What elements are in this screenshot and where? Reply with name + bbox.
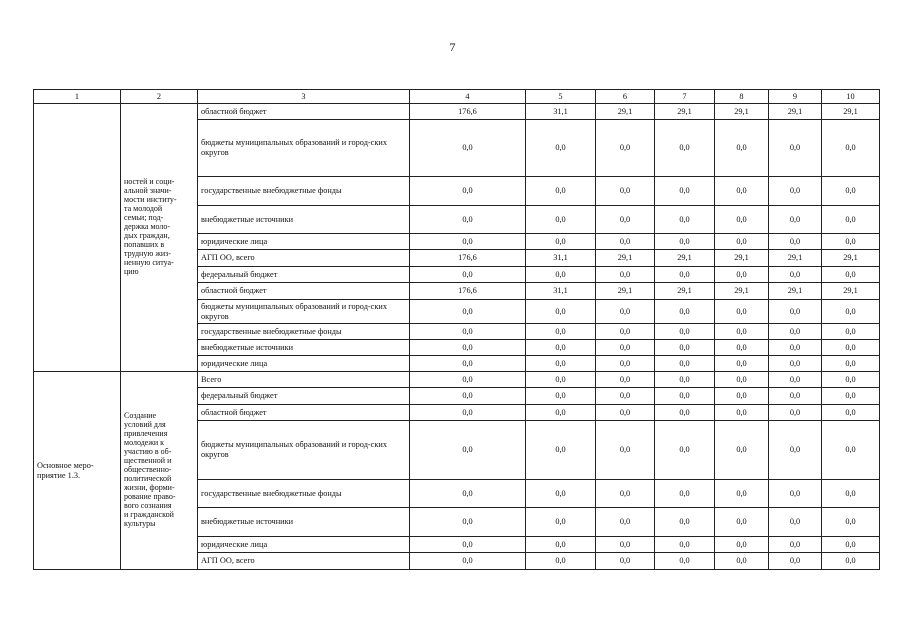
- value-cell: 0,0: [655, 177, 715, 206]
- value-cell: 0,0: [596, 553, 655, 570]
- value-cell: 0,0: [410, 388, 526, 405]
- value-cell: 31,1: [526, 104, 596, 120]
- value-cell: 0,0: [526, 120, 596, 177]
- value-cell: 29,1: [769, 104, 822, 120]
- value-cell: 0,0: [596, 388, 655, 405]
- value-cell: 0,0: [769, 206, 822, 234]
- value-cell: 0,0: [655, 324, 715, 340]
- value-cell: 0,0: [655, 340, 715, 356]
- value-cell: 29,1: [769, 283, 822, 300]
- value-cell: 29,1: [822, 283, 880, 300]
- value-cell: 0,0: [822, 267, 880, 283]
- value-cell: 0,0: [715, 234, 769, 250]
- value-cell: 0,0: [769, 356, 822, 372]
- budget-table: [33, 89, 880, 570]
- column-header: 10: [822, 90, 880, 104]
- value-cell: 0,0: [596, 267, 655, 283]
- value-cell: 0,0: [769, 340, 822, 356]
- value-cell: 0,0: [655, 480, 715, 508]
- column-header: 7: [655, 90, 715, 104]
- value-cell: 29,1: [822, 250, 880, 267]
- column-header: 4: [410, 90, 526, 104]
- funding-source-cell: областной бюджет: [198, 405, 410, 421]
- value-cell: 0,0: [769, 267, 822, 283]
- description-cell: Создание условий для привлечения молодежи к участию в об- щественной и общественно- политической жизни, форми- рование право- вого сознания и гражданской культуры: [121, 372, 198, 570]
- value-cell: 0,0: [655, 234, 715, 250]
- column-header: 1: [34, 90, 121, 104]
- value-cell: 29,1: [769, 250, 822, 267]
- value-cell: 0,0: [769, 300, 822, 324]
- value-cell: 29,1: [596, 104, 655, 120]
- column-header: 3: [198, 90, 410, 104]
- value-cell: 0,0: [410, 234, 526, 250]
- measure-cell: [34, 104, 121, 372]
- value-cell: 0,0: [655, 120, 715, 177]
- page-number: 7: [449, 40, 456, 54]
- column-header: 5: [526, 90, 596, 104]
- value-cell: 0,0: [769, 480, 822, 508]
- funding-source-cell: федеральный бюджет: [198, 267, 410, 283]
- value-cell: 0,0: [715, 267, 769, 283]
- funding-source-cell: юридические лица: [198, 356, 410, 372]
- value-cell: 0,0: [822, 206, 880, 234]
- funding-source-cell: федеральный бюджет: [198, 388, 410, 405]
- value-cell: 0,0: [596, 120, 655, 177]
- funding-source-cell: внебюджетные источники: [198, 206, 410, 234]
- value-cell: 0,0: [769, 372, 822, 388]
- value-cell: 0,0: [715, 206, 769, 234]
- value-cell: 0,0: [822, 356, 880, 372]
- value-cell: 0,0: [526, 372, 596, 388]
- value-cell: 0,0: [410, 206, 526, 234]
- value-cell: 0,0: [715, 177, 769, 206]
- column-header: 8: [715, 90, 769, 104]
- value-cell: 0,0: [715, 421, 769, 480]
- value-cell: 0,0: [410, 300, 526, 324]
- table-body: [34, 104, 880, 570]
- value-cell: 0,0: [655, 206, 715, 234]
- value-cell: 0,0: [596, 300, 655, 324]
- value-cell: 0,0: [822, 480, 880, 508]
- funding-source-cell: юридические лица: [198, 234, 410, 250]
- value-cell: 0,0: [526, 267, 596, 283]
- value-cell: 0,0: [822, 234, 880, 250]
- value-cell: 0,0: [596, 340, 655, 356]
- funding-source-cell: бюджеты муниципальных образований и город-ских округов: [198, 300, 410, 324]
- value-cell: 0,0: [655, 388, 715, 405]
- funding-source-cell: государственные внебюджетные фонды: [198, 177, 410, 206]
- value-cell: 0,0: [410, 120, 526, 177]
- column-header: 6: [596, 90, 655, 104]
- measure-cell: Основное меро- приятие 1.3.: [34, 372, 121, 570]
- value-cell: 0,0: [410, 324, 526, 340]
- value-cell: 0,0: [526, 553, 596, 570]
- value-cell: 0,0: [410, 372, 526, 388]
- value-cell: 0,0: [526, 177, 596, 206]
- value-cell: 0,0: [655, 421, 715, 480]
- funding-source-cell: Всего: [198, 372, 410, 388]
- value-cell: 29,1: [715, 104, 769, 120]
- funding-source-cell: внебюджетные источники: [198, 508, 410, 537]
- value-cell: 29,1: [655, 283, 715, 300]
- value-cell: 0,0: [526, 340, 596, 356]
- value-cell: 31,1: [526, 283, 596, 300]
- value-cell: 0,0: [715, 324, 769, 340]
- value-cell: 0,0: [596, 356, 655, 372]
- value-cell: 0,0: [596, 480, 655, 508]
- value-cell: 29,1: [715, 283, 769, 300]
- value-cell: 0,0: [526, 537, 596, 553]
- funding-source-cell: юридические лица: [198, 537, 410, 553]
- value-cell: 0,0: [769, 508, 822, 537]
- value-cell: 0,0: [655, 508, 715, 537]
- value-cell: 0,0: [596, 508, 655, 537]
- value-cell: 0,0: [526, 508, 596, 537]
- value-cell: 0,0: [822, 388, 880, 405]
- value-cell: 31,1: [526, 250, 596, 267]
- value-cell: 0,0: [769, 234, 822, 250]
- value-cell: 0,0: [410, 421, 526, 480]
- value-cell: 0,0: [410, 553, 526, 570]
- value-cell: 29,1: [655, 104, 715, 120]
- value-cell: 0,0: [715, 372, 769, 388]
- value-cell: 0,0: [410, 267, 526, 283]
- value-cell: 29,1: [822, 104, 880, 120]
- value-cell: 0,0: [822, 372, 880, 388]
- value-cell: 0,0: [822, 421, 880, 480]
- value-cell: 176,6: [410, 283, 526, 300]
- value-cell: 0,0: [715, 537, 769, 553]
- value-cell: 0,0: [715, 300, 769, 324]
- column-header: 2: [121, 90, 198, 104]
- value-cell: 0,0: [410, 537, 526, 553]
- table-row: [34, 372, 880, 388]
- value-cell: 0,0: [596, 537, 655, 553]
- column-header: 9: [769, 90, 822, 104]
- funding-source-cell: государственные внебюджетные фонды: [198, 480, 410, 508]
- value-cell: 0,0: [410, 508, 526, 537]
- value-cell: 0,0: [526, 234, 596, 250]
- value-cell: 0,0: [715, 405, 769, 421]
- value-cell: 0,0: [715, 120, 769, 177]
- value-cell: 0,0: [526, 388, 596, 405]
- value-cell: 0,0: [769, 553, 822, 570]
- value-cell: 0,0: [596, 177, 655, 206]
- value-cell: 29,1: [596, 283, 655, 300]
- funding-source-cell: государственные внебюджетные фонды: [198, 324, 410, 340]
- value-cell: 0,0: [596, 234, 655, 250]
- value-cell: 0,0: [715, 553, 769, 570]
- value-cell: 0,0: [655, 267, 715, 283]
- value-cell: 0,0: [822, 340, 880, 356]
- value-cell: 0,0: [410, 340, 526, 356]
- value-cell: 0,0: [526, 421, 596, 480]
- value-cell: 0,0: [655, 356, 715, 372]
- value-cell: 0,0: [715, 508, 769, 537]
- value-cell: 0,0: [769, 388, 822, 405]
- table-row: [34, 104, 880, 120]
- value-cell: 176,6: [410, 250, 526, 267]
- value-cell: 0,0: [822, 405, 880, 421]
- value-cell: 0,0: [526, 405, 596, 421]
- value-cell: 0,0: [655, 553, 715, 570]
- value-cell: 0,0: [822, 537, 880, 553]
- value-cell: 0,0: [655, 372, 715, 388]
- value-cell: 0,0: [410, 405, 526, 421]
- value-cell: 0,0: [526, 300, 596, 324]
- value-cell: 0,0: [655, 405, 715, 421]
- value-cell: 0,0: [769, 421, 822, 480]
- funding-source-cell: бюджеты муниципальных образований и город-ских округов: [198, 120, 410, 177]
- value-cell: 0,0: [596, 421, 655, 480]
- value-cell: 0,0: [596, 324, 655, 340]
- value-cell: 0,0: [655, 537, 715, 553]
- value-cell: 0,0: [596, 372, 655, 388]
- value-cell: 0,0: [655, 300, 715, 324]
- value-cell: 0,0: [769, 120, 822, 177]
- value-cell: 0,0: [526, 480, 596, 508]
- value-cell: 0,0: [410, 356, 526, 372]
- value-cell: 176,6: [410, 104, 526, 120]
- value-cell: 0,0: [410, 480, 526, 508]
- value-cell: 0,0: [410, 177, 526, 206]
- funding-source-cell: внебюджетные источники: [198, 340, 410, 356]
- value-cell: 0,0: [822, 120, 880, 177]
- value-cell: 29,1: [655, 250, 715, 267]
- value-cell: 0,0: [769, 537, 822, 553]
- value-cell: 0,0: [596, 405, 655, 421]
- value-cell: 0,0: [769, 405, 822, 421]
- funding-source-cell: АГП ОО, всего: [198, 250, 410, 267]
- funding-source-cell: областной бюджет: [198, 104, 410, 120]
- value-cell: 29,1: [715, 250, 769, 267]
- funding-source-cell: бюджеты муниципальных образований и город-ских округов: [198, 421, 410, 480]
- value-cell: 0,0: [822, 508, 880, 537]
- value-cell: 0,0: [822, 177, 880, 206]
- value-cell: 0,0: [596, 206, 655, 234]
- value-cell: 0,0: [715, 480, 769, 508]
- value-cell: 0,0: [715, 356, 769, 372]
- value-cell: 0,0: [822, 324, 880, 340]
- header-row: [34, 90, 880, 104]
- value-cell: 0,0: [526, 324, 596, 340]
- value-cell: 0,0: [769, 177, 822, 206]
- value-cell: 0,0: [526, 356, 596, 372]
- description-cell: ностей и соци- альной значи- мости институ- та молодой семьи; под- держка моло- дых граждан, попавших в трудную жиз- ненную ситуа- цию: [121, 104, 198, 372]
- value-cell: 29,1: [596, 250, 655, 267]
- value-cell: 0,0: [715, 340, 769, 356]
- value-cell: 0,0: [715, 388, 769, 405]
- funding-source-cell: областной бюджет: [198, 283, 410, 300]
- value-cell: 0,0: [526, 206, 596, 234]
- funding-source-cell: АГП ОО, всего: [198, 553, 410, 570]
- value-cell: 0,0: [769, 324, 822, 340]
- value-cell: 0,0: [822, 300, 880, 324]
- value-cell: 0,0: [822, 553, 880, 570]
